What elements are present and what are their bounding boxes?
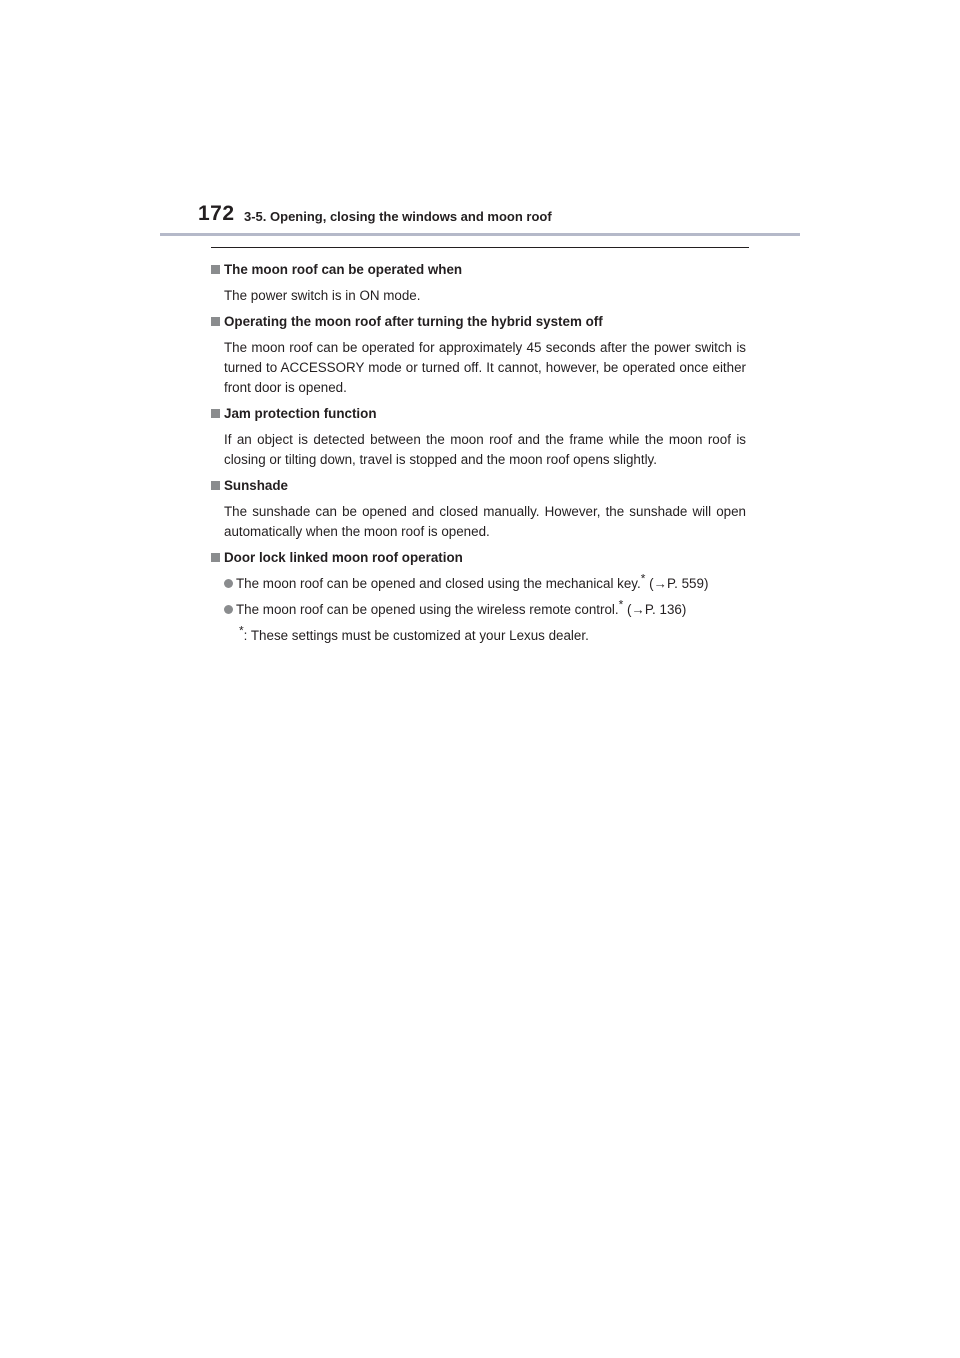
page-reference: (→P. 559) (645, 576, 709, 591)
page-content (211, 260, 746, 646)
square-bullet-icon (211, 265, 220, 274)
square-bullet-icon (211, 409, 220, 418)
square-bullet-icon (211, 317, 220, 326)
footnote (239, 623, 746, 646)
page-reference: (→P. 136) (623, 602, 687, 617)
circle-bullet-icon (224, 579, 233, 588)
section-operation-condition (211, 260, 746, 306)
section-door-lock-linked (211, 548, 746, 646)
section-heading-text: Operating the moon roof after turning the hybrid system off (224, 314, 603, 329)
list-item-body: The moon roof can be opened and closed using the mechanical key. (236, 576, 641, 591)
asterisk-mark: * (239, 623, 244, 638)
list-item-text (236, 571, 709, 594)
section-heading (211, 260, 746, 280)
section-heading-text: Door lock linked moon roof operation (224, 550, 463, 565)
page-number: 172 (198, 202, 235, 225)
section-heading-text: The moon roof can be operated when (224, 262, 463, 277)
square-bullet-icon (211, 553, 220, 562)
section-body: If an object is detected between the moon roof and the frame while the moon roof is closing or tilting down, travel is stopped and the moon roof opens slightly. (224, 432, 746, 467)
page-header (198, 202, 800, 234)
list-item-body: The moon roof can be opened using the wireless remote control. (236, 602, 619, 617)
square-bullet-icon (211, 481, 220, 490)
section-heading (211, 312, 746, 332)
section-after-system-off (211, 312, 746, 398)
asterisk-mark: * (640, 571, 646, 586)
section-body: The power switch is in ON mode. (224, 288, 421, 303)
section-title: 3-5. Opening, closing the windows and moon roof (244, 209, 552, 224)
section-jam-protection (211, 404, 746, 470)
section-body: The moon roof can be operated for approximately 45 seconds after the power switch is turned to ACCESSORY mode or turned off. It cannot, however, be operated once either front door is opened. (224, 340, 746, 395)
section-heading (211, 548, 746, 568)
section-heading-text: Jam protection function (224, 406, 377, 421)
circle-bullet-icon (224, 605, 233, 614)
section-heading (211, 476, 746, 496)
footnote-text: : These settings must be customized at your Lexus dealer. (243, 628, 589, 643)
section-heading-text: Sunshade (224, 478, 288, 493)
content-top-rule (211, 247, 749, 248)
list-item-text (236, 597, 687, 620)
list-item (224, 571, 746, 594)
section-sunshade (211, 476, 746, 542)
list-item (224, 597, 746, 620)
section-heading (211, 404, 746, 424)
asterisk-mark: * (618, 597, 624, 612)
header-rule (160, 233, 800, 236)
section-body: The sunshade can be opened and closed manually. However, the sunshade will open automatically when the moon roof is opened. (224, 504, 746, 539)
